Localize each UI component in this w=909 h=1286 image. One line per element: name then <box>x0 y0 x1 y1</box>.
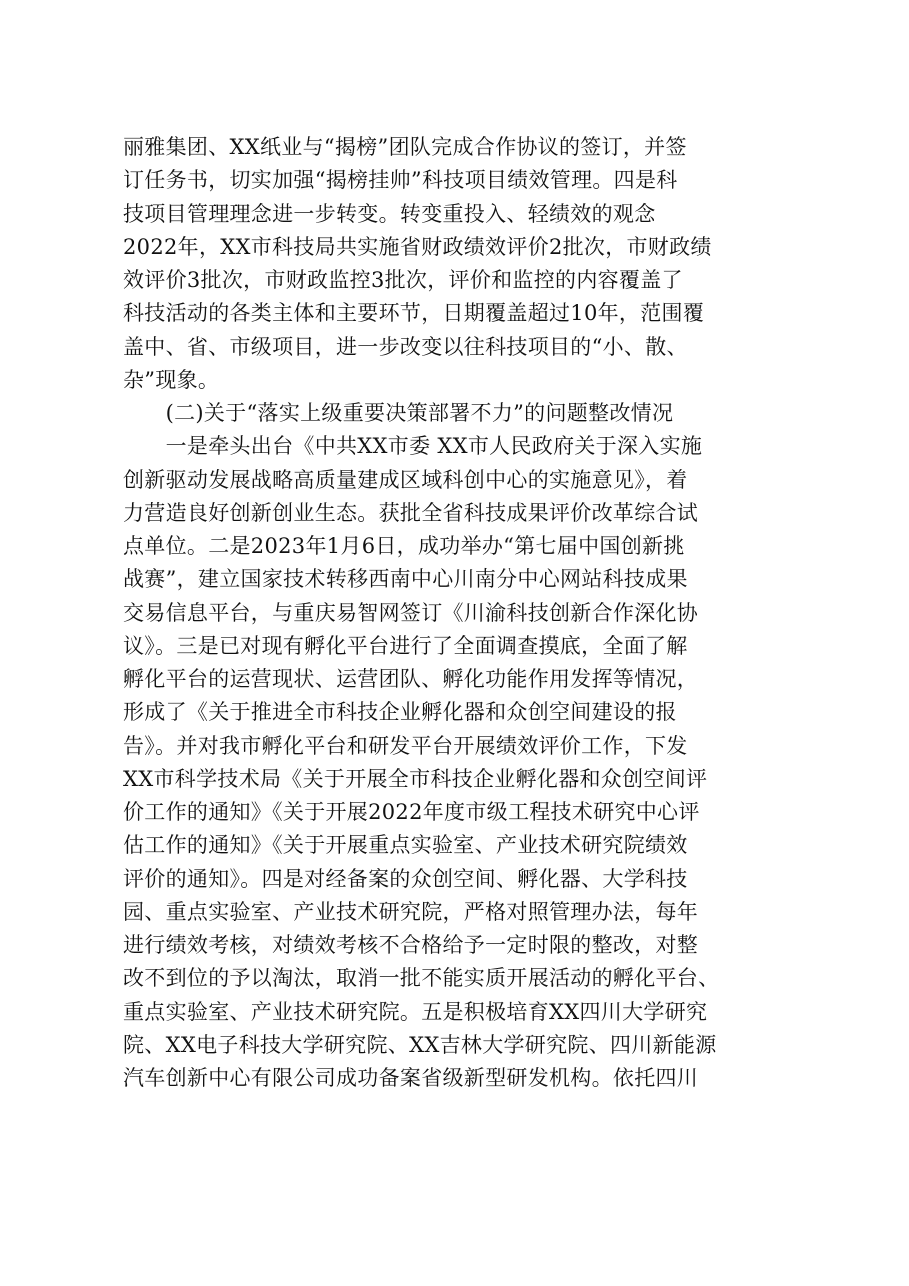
text-line: 改不到位的予以淘汰，取消一批不能实质开展活动的孵化平台、 <box>123 966 720 991</box>
text-line: 技项目管理理念进一步转变。转变重投入、轻绩效的观念 <box>123 201 656 226</box>
text-line: 汽车创新中心有限公司成功备案省级新型研发机构。依托四川 <box>123 1066 699 1090</box>
text-line: 2022年，XX市科技局共实施省财政绩效评价2批次，市财政绩 <box>123 234 712 259</box>
text-line: 订任务书，切实加强“揭榜挂帅”科技项目绩效管理。四是科 <box>123 168 678 193</box>
text-line: 形成了《关于推进全市科技企业孵化器和众创空间建设的报 <box>123 700 677 725</box>
text-line: 估工作的通知》《关于开展重点实验室、产业技术研究院绩效 <box>123 833 688 858</box>
text-line: 议》。三是已对现有孵化平台进行了全面调查摸底，全面了解 <box>123 633 688 658</box>
text-line: 院、XX电子科技大学研究院、XX吉林大学研究院、四川新能源 <box>123 1032 717 1057</box>
text-line: 杂”现象。 <box>123 367 220 392</box>
text-line: 交易信息平台，与重庆易智网签订《川渝科技创新合作深化协 <box>123 600 699 625</box>
section-heading: (二)关于“落实上级重要决策部署不力”的问题整改情况 <box>123 401 674 425</box>
text-line: 进行绩效考核，对绩效考核不合格给予一定时限的整改，对整 <box>123 933 699 957</box>
text-line: 科技活动的各类主体和主要环节，日期覆盖超过10年，范围覆 <box>123 301 705 326</box>
text-line: 创新驱动发展战略高质量建成区域科创中心的实施意见》，着 <box>123 467 688 492</box>
text-line: 点单位。二是2023年1月6日，成功举办“第七届中国创新挑 <box>123 534 685 558</box>
text-line: 一是牵头出台《中共XX市委 XX市人民政府关于深入实施 <box>123 434 703 459</box>
text-line: 重点实验室、产业技术研究院。五是积极培育XX四川大学研究 <box>123 999 708 1024</box>
text-line: 盖中、省、市级项目，进一步改变以往科技项目的“小、散、 <box>123 334 688 359</box>
text-line: 丽雅集团、XX纸业与“揭榜”团队完成合作协议的签订，并签 <box>123 135 687 159</box>
text-line: 战赛”，建立国家技术转移西南中心川南分中心网站科技成果 <box>123 567 688 592</box>
text-line: 力营造良好创新创业生态。获批全省科技成果评价改革综合试 <box>123 500 699 525</box>
text-line: 孵化平台的运营现状、运营团队、孵化功能作用发挥等情况， <box>123 667 699 691</box>
text-line: 评价的通知》。四是对经备案的众创空间、孵化器、大学科技 <box>123 866 688 891</box>
text-line: 效评价3批次，市财政监控3批次，评价和监控的内容覆盖了 <box>123 268 683 292</box>
body-text <box>123 132 803 1096</box>
text-line: 告》。并对我市孵化平台和研发平台开展绩效评价工作，下发 <box>123 733 688 758</box>
text-line: XX市科学技术局《关于开展全市科技企业孵化器和众创空间评 <box>123 766 708 791</box>
text-line: 园、重点实验室、产业技术研究院，严格对照管理办法，每年 <box>123 899 699 924</box>
text-line: 价工作的通知》《关于开展2022年度市级工程技术研究中心评 <box>123 800 700 824</box>
